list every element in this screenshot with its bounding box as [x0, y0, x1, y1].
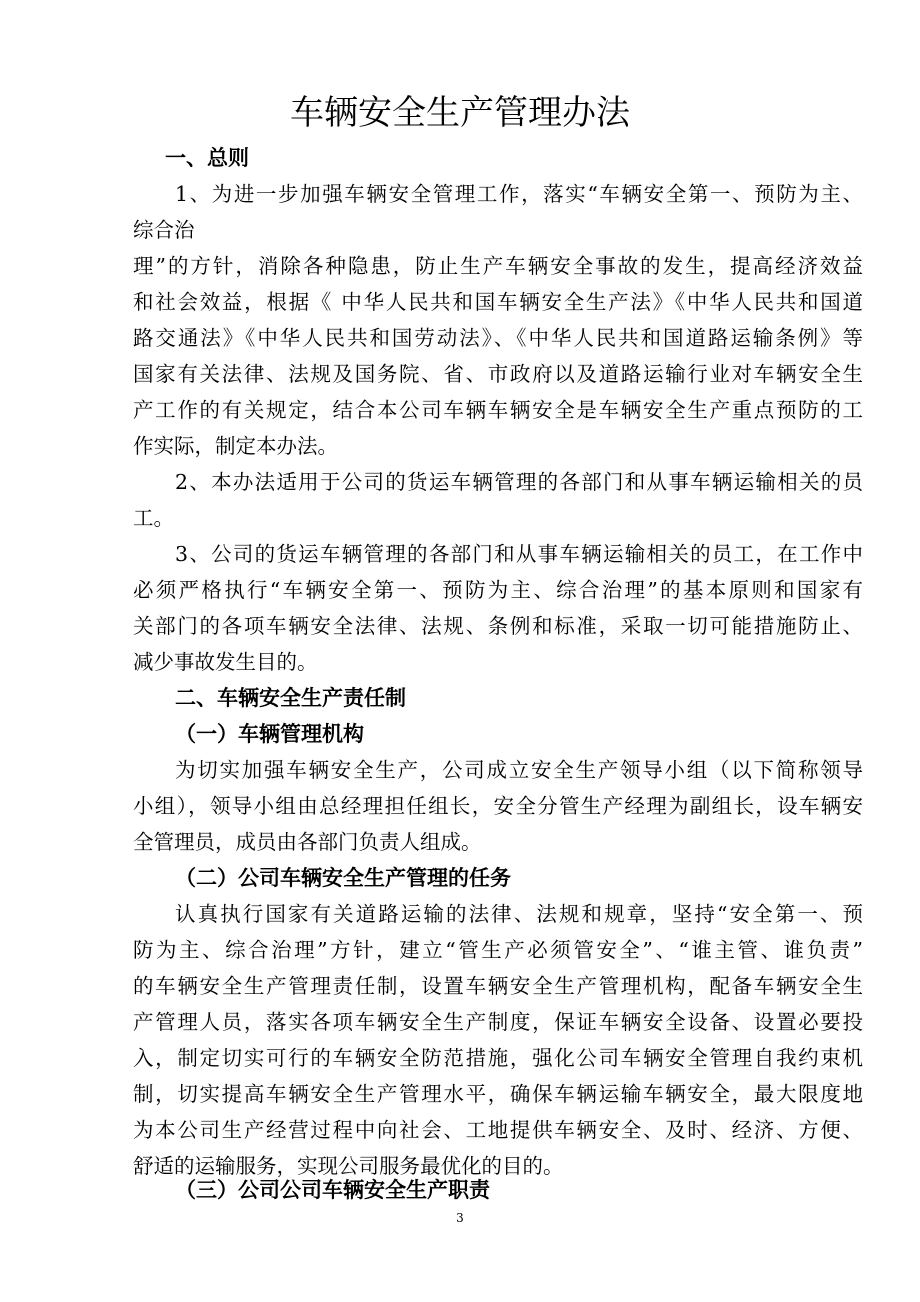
paragraph-1-line: 路交通法》《中华人民共和国劳动法》、《中华人民共和国道路运输条例》等 [133, 326, 863, 350]
paragraph-5-line: 防为主、综合治理”方针，建立“管生产必须管安全”、“谁主管、谁负责” [133, 938, 863, 962]
subsection-heading-duties: （三）公司公司车辆安全生产职责 [175, 1177, 490, 1202]
paragraph-5-line: 舒适的运输服务，实现公司服务最优化的目的。 [133, 1154, 564, 1178]
paragraph-3-line: 减少事故发生目的。 [133, 650, 318, 674]
paragraph-4-line: 全管理员，成员由各部门负责人组成。 [133, 830, 482, 854]
paragraph-5-line: 为本公司生产经营过程中向社会、工地提供车辆安全、及时、经济、方便、 [133, 1118, 863, 1142]
document-title: 车辆安全生产管理办法 [290, 93, 630, 133]
paragraph-1-line: 1、为进一步加强车辆安全管理工作，落实“车辆安全第一、预防为主、 [175, 182, 863, 206]
paragraph-1-line: 产工作的有关规定，结合本公司车辆车辆安全是车辆安全生产重点预防的工 [133, 398, 863, 422]
paragraph-1-line: 和社会效益，根据《 中华人民共和国车辆安全生产法》《中华人民共和国道 [133, 290, 863, 314]
paragraph-2-line: 工。 [133, 506, 174, 530]
section-heading-general: 一、总则 [165, 145, 249, 170]
paragraph-1-line: 综合治 [133, 218, 195, 242]
paragraph-5-line: 的车辆安全生产管理责任制，设置车辆安全生产管理机构，配备车辆安全生 [133, 974, 863, 998]
paragraph-3-line: 必须严格执行“车辆安全第一、预防为主、综合治理”的基本原则和国家有 [133, 578, 863, 602]
paragraph-1-line: 理”的方针，消除各种隐患，防止生产车辆安全事故的发生，提高经济效益 [133, 254, 863, 278]
paragraph-1-line: 作实际，制定本办法。 [133, 434, 338, 458]
paragraph-4-line: 小组），领导小组由总经理担任组长，安全分管生产经理为副组长，设车辆安 [133, 794, 863, 818]
paragraph-5-line: 入，制定切实可行的车辆安全防范措施，强化公司车辆安全管理自我约束机 [133, 1046, 863, 1070]
paragraph-2-line: 2、本办法适用于公司的货运车辆管理的各部门和从事车辆运输相关的员 [175, 470, 863, 494]
paragraph-5-line: 认真执行国家有关道路运输的法律、法规和规章，坚持“安全第一、预 [175, 902, 863, 926]
paragraph-4-line: 为切实加强车辆安全生产，公司成立安全生产领导小组（以下简称领导 [175, 758, 863, 782]
subsection-heading-tasks: （二）公司车辆安全生产管理的任务 [175, 865, 511, 890]
section-heading-responsibility: 二、车辆安全生产责任制 [175, 685, 406, 710]
paragraph-3-line: 3、公司的货运车辆管理的各部门和从事车辆运输相关的员工，在工作中 [175, 542, 863, 566]
page-number: 3 [456, 1211, 464, 1225]
paragraph-1-line: 国家有关法律、法规及国务院、省、市政府以及道路运输行业对车辆安全生 [133, 362, 863, 386]
paragraph-5-line: 制，切实提高车辆安全生产管理水平，确保车辆运输车辆安全，最大限度地 [133, 1082, 863, 1106]
paragraph-5-line: 产管理人员，落实各项车辆安全生产制度，保证车辆安全设备、设置必要投 [133, 1010, 863, 1034]
paragraph-3-line: 关部门的各项车辆安全法律、法规、条例和标准，采取一切可能措施防止、 [133, 614, 863, 638]
subsection-heading-organization: （一）车辆管理机构 [175, 721, 364, 746]
